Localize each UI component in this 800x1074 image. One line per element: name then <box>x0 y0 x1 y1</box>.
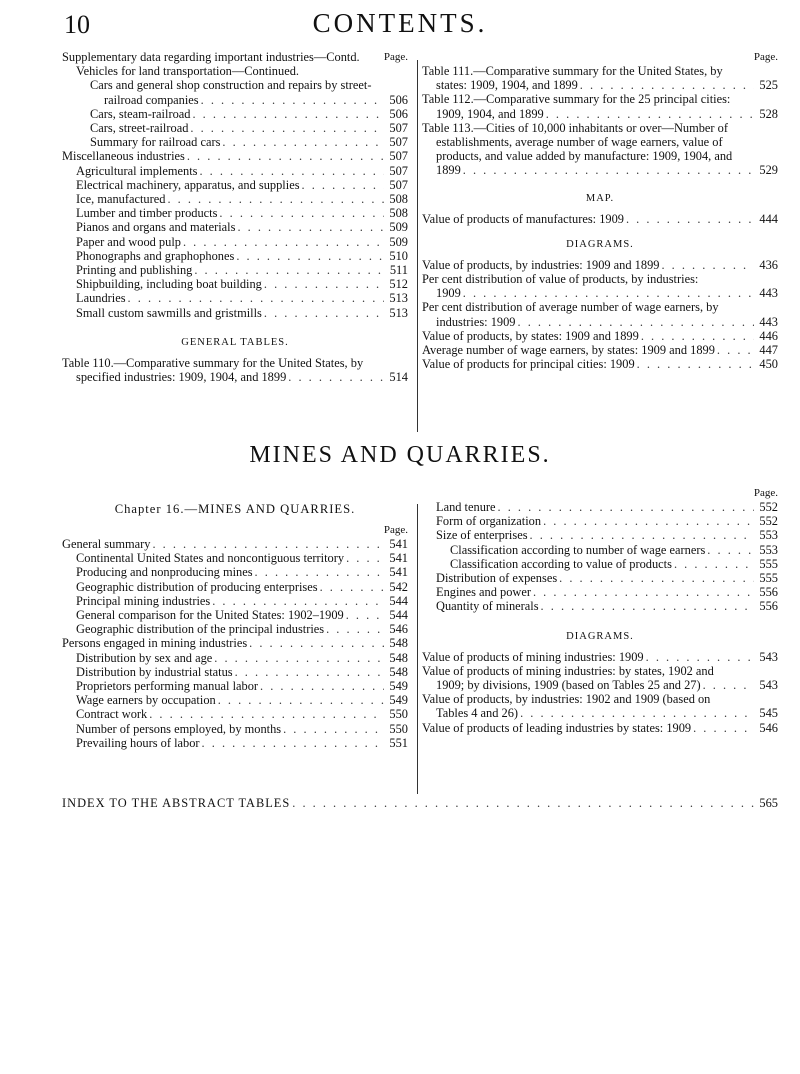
dot-leader <box>197 164 384 178</box>
page-label-right: Page. <box>753 51 778 63</box>
toc-entry-title: Size of enterprises <box>436 528 528 543</box>
table110-entry: specified industries: 1909, 1904, and 1899 . . . 514 <box>62 370 408 384</box>
toc-entry-title: General comparison for the United States: 1902–1909 <box>76 608 344 623</box>
dot-leader <box>165 192 384 206</box>
toc-entry-page: 544 <box>389 593 408 608</box>
mines-diagram-entry-2-line1: Value of products of mining industries: by states, 1902 and <box>422 663 714 678</box>
toc-entry <box>62 249 408 263</box>
toc-entry-title: Principal mining industries <box>76 593 211 608</box>
toc-entry-title: Phonographs and graphophones <box>76 248 235 263</box>
toc-entry-page: 552 <box>759 500 778 514</box>
general-tables-header: GENERAL TABLES. <box>181 336 289 348</box>
dot-leader <box>262 306 384 320</box>
dot-leader <box>126 291 384 305</box>
dot-leader <box>185 149 384 163</box>
toc-entry <box>62 135 408 149</box>
toc-entry-page: 546 <box>389 622 408 637</box>
mines-diagram-entry-1: Value of products of mining industries: 1909 . . . 543 <box>422 650 778 664</box>
toc-entry-page: 549 <box>389 693 408 708</box>
top-left-column <box>62 50 408 384</box>
toc-entry-title: Ice, manufactured <box>76 192 166 207</box>
toc-entry-page: 541 <box>389 565 408 580</box>
dot-leader <box>672 557 754 571</box>
vehicles-subheading: Vehicles for land transportation—Continued. <box>76 64 299 79</box>
table113-line3: products, and value added by manufacture: 1909, 1904, and <box>436 149 733 164</box>
diagram-entry-2: 1909 . . . 443 <box>422 286 778 300</box>
map-entry: Value of products of manufactures: 1909 . . . 444 <box>422 212 778 226</box>
toc-entry-page: 551 <box>389 735 408 750</box>
toc-entry-page: 553 <box>759 528 778 543</box>
top-right-column <box>422 50 778 371</box>
toc-entry-title: Geographic distribution of producing enterprises <box>76 579 318 594</box>
toc-entry-title: Geographic distribution of the principal industries <box>76 622 325 637</box>
table113-line1: Table 113.—Cities of 10,000 inhabitants or over—Number of <box>422 120 728 135</box>
dot-leader <box>324 622 384 636</box>
bottom-left-entries <box>62 537 408 750</box>
toc-entry-page: 548 <box>389 664 408 679</box>
toc-entry <box>62 551 408 565</box>
diagram-entry-4: Value of products, by states: 1909 and 1899 . . . 446 <box>422 329 778 343</box>
dot-leader <box>281 722 384 736</box>
dot-leader <box>217 206 384 220</box>
dot-leader <box>199 93 384 107</box>
diagram-entry-5: Average number of wage earners, by states: 1909 and 1899 . . . 447 <box>422 343 778 357</box>
toc-entry-title: Number of persons employed, by months <box>76 721 282 736</box>
toc-entry-title: Summary for railroad cars <box>90 135 221 150</box>
dot-leader <box>318 580 384 594</box>
toc-entry <box>62 192 408 206</box>
dot-leader <box>253 565 384 579</box>
toc-entry-title: Classification according to number of wage earners <box>450 542 706 557</box>
toc-entry-title: Land tenure <box>436 500 496 514</box>
toc-entry-page: 550 <box>389 707 408 722</box>
top-left-entries <box>62 93 408 320</box>
toc-entry-title: Classification according to value of products <box>450 556 672 571</box>
dot-leader <box>216 693 384 707</box>
toc-entry <box>62 220 408 234</box>
mines-section-title: MINES AND QUARRIES. <box>249 442 551 468</box>
dot-leader <box>300 178 384 192</box>
page-number: 10 <box>64 10 90 39</box>
toc-entry-page: 552 <box>759 514 778 529</box>
toc-entry-page: 555 <box>759 571 778 586</box>
dot-leader <box>528 528 754 542</box>
toc-entry-page: 507 <box>389 149 408 164</box>
toc-entry-page: 550 <box>389 721 408 736</box>
toc-entry <box>62 722 408 736</box>
toc-entry <box>422 557 778 571</box>
dot-leader <box>344 551 384 565</box>
dot-leader <box>258 679 384 693</box>
toc-entry-title: Pianos and organs and materials <box>76 220 236 235</box>
page-title: CONTENTS. <box>312 8 488 38</box>
dot-leader <box>220 135 384 149</box>
toc-entry-page: 508 <box>389 206 408 221</box>
toc-entry-title: Miscellaneous industries <box>62 149 185 164</box>
diagram-entry-2-line1: Per cent distribution of value of products, by industries: <box>422 272 699 287</box>
toc-entry-title: Producing and nonproducing mines <box>76 565 253 580</box>
table110-line1: Table 110.—Comparative summary for the United States, by <box>62 355 364 370</box>
toc-entry-page: 556 <box>759 599 778 614</box>
toc-entry <box>62 665 408 679</box>
toc-entry-page: 542 <box>389 579 408 594</box>
dot-leader <box>235 220 384 234</box>
toc-entry-page: 510 <box>389 248 408 263</box>
dot-leader <box>531 585 754 599</box>
dot-leader <box>262 277 384 291</box>
toc-entry-page: 506 <box>389 92 408 107</box>
toc-entry-page: 506 <box>389 106 408 121</box>
toc-entry <box>62 306 408 320</box>
bottom-right-column <box>422 482 778 735</box>
toc-entry-title: Agricultural implements <box>76 163 198 178</box>
mines-diagrams-header: DIAGRAMS. <box>566 630 634 642</box>
diagram-entry-6: Value of products for principal cities: 1909 . . . 450 <box>422 357 778 371</box>
toc-entry-title: Shipbuilding, including boat building <box>76 277 262 292</box>
diagram-entry-1: Value of products, by industries: 1909 and 1899 . . . 436 <box>422 258 778 272</box>
table111-line1: Table 111.—Comparative summary for the United States, by <box>422 64 723 78</box>
toc-entry-title: Engines and power <box>436 585 531 600</box>
column-divider-bottom <box>417 504 418 794</box>
toc-entry <box>62 263 408 277</box>
toc-entry-page: 513 <box>389 305 408 320</box>
toc-entry <box>62 164 408 178</box>
toc-entry-title: Printing and publishing <box>76 263 193 278</box>
dot-leader <box>705 543 754 557</box>
toc-entry <box>422 599 778 613</box>
toc-entry <box>62 608 408 622</box>
toc-entry-title: Wage earners by occupation <box>76 693 216 708</box>
toc-entry-page: 508 <box>389 192 408 207</box>
dot-leader <box>181 235 384 249</box>
toc-entry-title: General summary <box>62 537 151 551</box>
toc-entry-title: Contract work <box>76 707 148 722</box>
table111-entry: states: 1909, 1904, and 1899 . . . 525 <box>422 78 778 92</box>
toc-entry-title: Cars, street-railroad <box>90 121 189 136</box>
dot-leader <box>212 651 384 665</box>
toc-entry-title: Quantity of minerals <box>436 599 539 614</box>
cars-line: Cars and general shop construction and repairs by street- <box>90 78 372 93</box>
toc-entry <box>62 291 408 305</box>
map-header: MAP. <box>585 192 615 204</box>
page-label-bottom-right: Page. <box>753 487 778 499</box>
column-divider <box>417 60 418 432</box>
dot-leader <box>539 599 754 613</box>
toc-entry-title: Electrical machinery, apparatus, and supplies <box>76 177 300 192</box>
dot-leader <box>150 537 384 551</box>
toc-entry-title: railroad companies <box>104 92 199 107</box>
index-entry: INDEX TO THE ABSTRACT TABLES . . . 565 <box>62 796 778 811</box>
toc-entry-title: Paper and wood pulp <box>76 234 181 249</box>
table112-line1: Table 112.—Comparative summary for the 25 principal cities: <box>422 92 731 107</box>
dot-leader <box>188 121 384 135</box>
toc-entry-page: 548 <box>389 650 408 665</box>
dot-leader <box>234 249 384 263</box>
diagrams-header: DIAGRAMS. <box>566 238 634 250</box>
toc-entry <box>62 622 408 636</box>
toc-entry-page: 556 <box>759 585 778 600</box>
toc-entry-title: Persons engaged in mining industries <box>62 636 248 651</box>
toc-entry <box>62 121 408 135</box>
toc-entry <box>62 277 408 291</box>
toc-entry <box>62 107 408 121</box>
toc-entry-page: 553 <box>759 542 778 557</box>
table113-entry: 1899 . . . 529 <box>422 163 778 177</box>
toc-entry-page: 509 <box>389 234 408 249</box>
bottom-left-column <box>62 482 408 750</box>
toc-entry <box>62 178 408 192</box>
toc-entry <box>422 571 778 585</box>
mines-diagram-entry-2: 1909; by divisions, 1909 (based on Tables 25 and 27) . . . 543 <box>422 678 778 692</box>
toc-entry <box>422 514 778 528</box>
mines-diagram-entry-3-line1: Value of products, by industries: 1902 and 1909 (based on <box>422 692 711 707</box>
toc-entry <box>62 565 408 579</box>
page-label: Page. <box>383 51 408 63</box>
toc-entry-page: 507 <box>389 163 408 178</box>
bottom-right-entries <box>422 500 778 614</box>
dot-leader <box>557 571 754 585</box>
dot-leader <box>147 707 384 721</box>
mines-diagram-entry-3: Tables 4 and 26) . . . 545 <box>422 706 778 720</box>
toc-entry-page: 541 <box>389 551 408 566</box>
toc-entry-title: Continental United States and noncontiguous territory <box>76 551 345 566</box>
toc-entry-title: Form of organization <box>436 514 542 529</box>
toc-entry-title: Lumber and timber products <box>76 206 218 221</box>
toc-entry <box>62 235 408 249</box>
toc-entry-page: 544 <box>389 608 408 623</box>
toc-entry-page: 548 <box>389 636 408 651</box>
toc-entry-title: Distribution by sex and age <box>76 650 213 665</box>
chapter-heading: Chapter 16.—MINES AND QUARRIES. <box>114 502 356 516</box>
toc-entry <box>62 93 408 107</box>
dot-leader <box>190 107 384 121</box>
dot-leader <box>233 665 384 679</box>
mines-diagram-entry-4: Value of products of leading industries by states: 1909 . . . 546 <box>422 721 778 735</box>
table113-line2: establishments, average number of wage earners, value of <box>436 135 723 150</box>
toc-entry-page: 512 <box>389 277 408 292</box>
toc-entry <box>62 693 408 707</box>
toc-entry-page: 511 <box>389 263 408 278</box>
toc-entry <box>62 594 408 608</box>
toc-entry-title: Cars, steam-railroad <box>90 106 191 121</box>
toc-entry <box>62 636 408 650</box>
toc-entry <box>422 500 778 514</box>
toc-entry <box>62 736 408 750</box>
dot-leader <box>541 514 754 528</box>
toc-entry-title: Laundries <box>76 291 126 306</box>
toc-entry-title: Prevailing hours of labor <box>76 735 200 750</box>
dot-leader <box>344 608 384 622</box>
toc-entry-page: 513 <box>389 291 408 306</box>
toc-entry-page: 507 <box>389 177 408 192</box>
supplementary-heading: Supplementary data regarding important industries—Contd. Page. <box>62 50 408 64</box>
toc-entry-title: Distribution by industrial status <box>76 664 233 679</box>
toc-entry-page: 507 <box>389 121 408 136</box>
toc-entry <box>422 585 778 599</box>
toc-entry <box>62 580 408 594</box>
toc-entry-page: 509 <box>389 220 408 235</box>
toc-entry <box>422 543 778 557</box>
dot-leader <box>496 500 754 514</box>
toc-entry <box>422 528 778 542</box>
page-label-bottom-left: Page. <box>383 524 408 536</box>
bottom-contents-block <box>62 482 778 792</box>
toc-entry-page: 555 <box>759 556 778 571</box>
dot-leader <box>192 263 384 277</box>
dot-leader <box>210 594 384 608</box>
toc-entry-page: 549 <box>389 679 408 694</box>
dot-leader <box>200 736 384 750</box>
diagram-entry-3-line1: Per cent distribution of average number of wage earners, by <box>422 300 719 315</box>
toc-entry-page: 541 <box>389 537 408 551</box>
toc-entry <box>62 206 408 220</box>
toc-entry <box>62 707 408 721</box>
toc-entry-title: Small custom sawmills and gristmills <box>76 305 262 320</box>
toc-entry-page: 507 <box>389 135 408 150</box>
diagram-entry-3: industries: 1909 . . . 443 <box>422 315 778 329</box>
dot-leader <box>247 636 384 650</box>
toc-entry <box>62 149 408 163</box>
toc-entry <box>62 537 408 551</box>
toc-entry-title: Distribution of expenses <box>436 571 558 586</box>
toc-entry-title: Proprietors performing manual labor <box>76 679 259 694</box>
toc-entry <box>62 679 408 693</box>
toc-entry <box>62 651 408 665</box>
table112-entry: 1909, 1904, and 1899 . . . 528 <box>422 107 778 121</box>
top-contents-block <box>62 50 778 434</box>
